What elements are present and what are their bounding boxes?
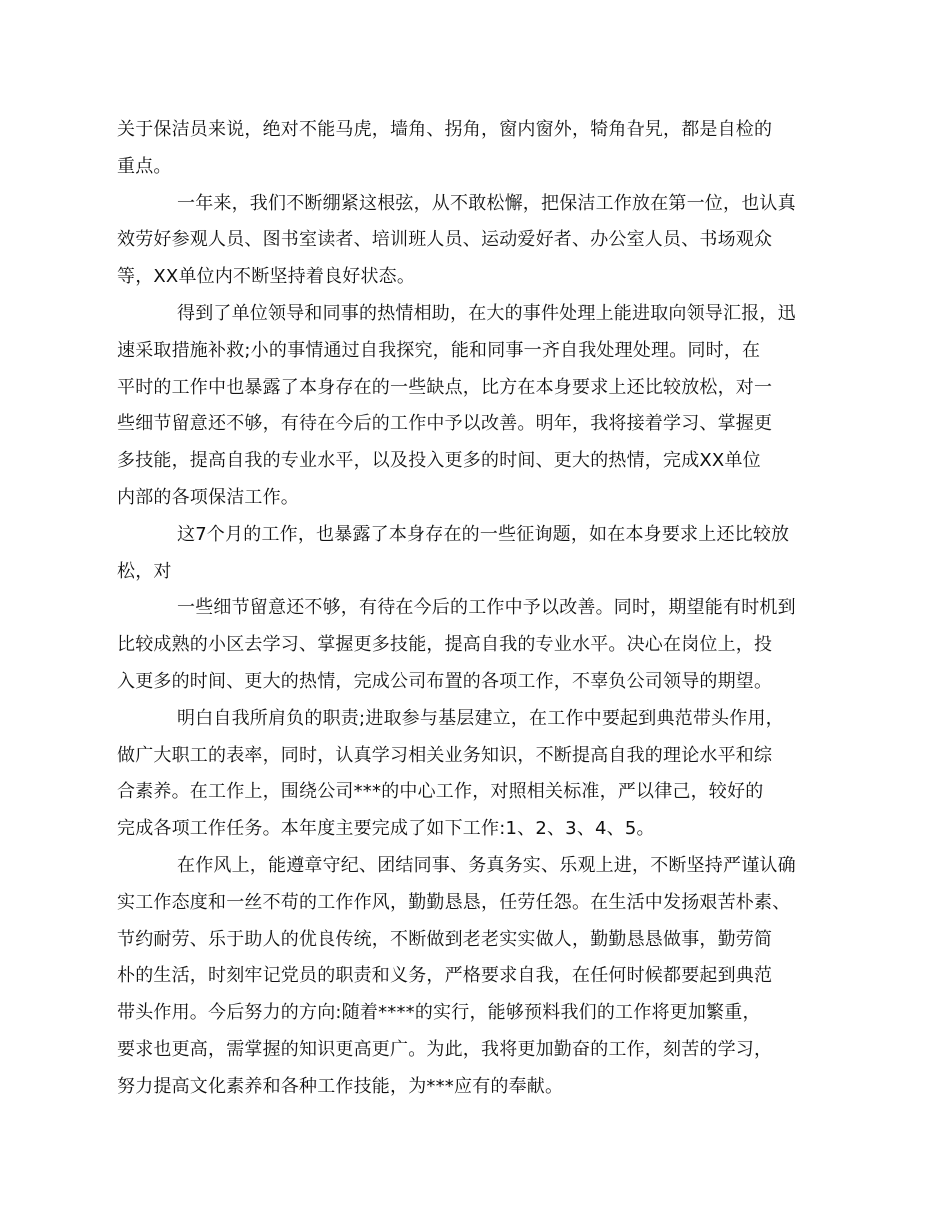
- text-line: 多技能，提高自我的专业水平，以及投入更多的时间、更大的热情，完成XX单位: [117, 450, 761, 472]
- text-line: 明白自我所肩负的职责;进取参与基层建立，在工作中要起到典范带头作用，: [177, 707, 784, 729]
- text-line: 速采取措施补救;小的事情通过自我探究，能和同事一齐自我处理处理。同时，在: [117, 339, 761, 361]
- text-line: 得到了单位领导和同事的热情相助，在大的事件处理上能进取向领导汇报，迅: [177, 302, 796, 324]
- text-line: 重点。: [117, 155, 172, 177]
- text-line: 效劳好参观人员、图书室读者、培训班人员、运动爱好者、办公室人员、书场观众: [117, 229, 773, 251]
- text-line: 比较成熟的小区去学习、掌握更多技能，提高自我的专业水平。决心在岗位上，投: [117, 634, 773, 656]
- text-line: 一年来，我们不断绷紧这根弦，从不敢松懈，把保洁工作放在第一位，也认真: [177, 192, 796, 214]
- text-line: 合素养。在工作上，围绕公司***的中心工作，对照相关标准，严以律己，较好的: [117, 781, 764, 803]
- document-body: [117, 112, 837, 1106]
- text-line: 关于保洁员来说，绝对不能马虎，墙角、拐角，窗内窗外，犄角旮旯，都是自检的: [117, 119, 773, 140]
- text-line: 要求也更高，需掌握的知识更高更广。为此，我将更加勤奋的工作，刻苦的学习，: [117, 1038, 773, 1060]
- text-line: 入更多的时间、更大的热情，完成公司布置的各项工作，不辜负公司领导的期望。: [117, 670, 773, 692]
- text-line: 带头作用。今后努力的方向:随着****的实行，能够预料我们的工作将更加繁重，: [117, 1002, 761, 1024]
- text-line: 等，XX单位内不断坚持着良好状态。: [117, 266, 416, 288]
- text-line: 做广大职工的表率，同时，认真学习相关业务知识，不断提高自我的理论水平和综: [117, 744, 773, 766]
- text-line: 在作风上，能遵章守纪、团结同事、务真务实、乐观上进，不断坚持严谨认确: [177, 854, 796, 876]
- text-line: 平时的工作中也暴露了本身存在的一些缺点，比方在本身要求上还比较放松，对一: [117, 376, 773, 398]
- text-line: 这7个月的工作，也暴露了本身存在的一些征询题，如在本身要求上还比较放: [177, 523, 790, 545]
- text-line: 完成各项工作任务。本年度主要完成了如下工作:1、2、3、4、5。: [117, 818, 655, 840]
- text-line: 朴的生活，时刻牢记党员的职责和义务，严格要求自我，在任何时候都要起到典范: [117, 965, 773, 987]
- text-line: 努力提高文化素养和各种工作技能，为***应有的奉献。: [117, 1075, 564, 1097]
- text-line: 一些细节留意还不够，有待在今后的工作中予以改善。同时，期望能有时机到: [177, 597, 796, 619]
- text-line: 些细节留意还不够，有待在今后的工作中予以改善。明年，我将接着学习、掌握更: [117, 413, 773, 435]
- text-line: 内部的各项保洁工作。: [117, 486, 299, 508]
- text-line: 松，对: [117, 560, 172, 582]
- text-line: 节约耐劳、乐于助人的优良传统，不断做到老老实实做人，勤勤恳恳做事，勤劳简: [117, 928, 773, 950]
- text-line: 实工作态度和一丝不苟的工作作风，勤勤恳恳，任劳任怨。在生活中发扬艰苦朴素、: [117, 891, 791, 913]
